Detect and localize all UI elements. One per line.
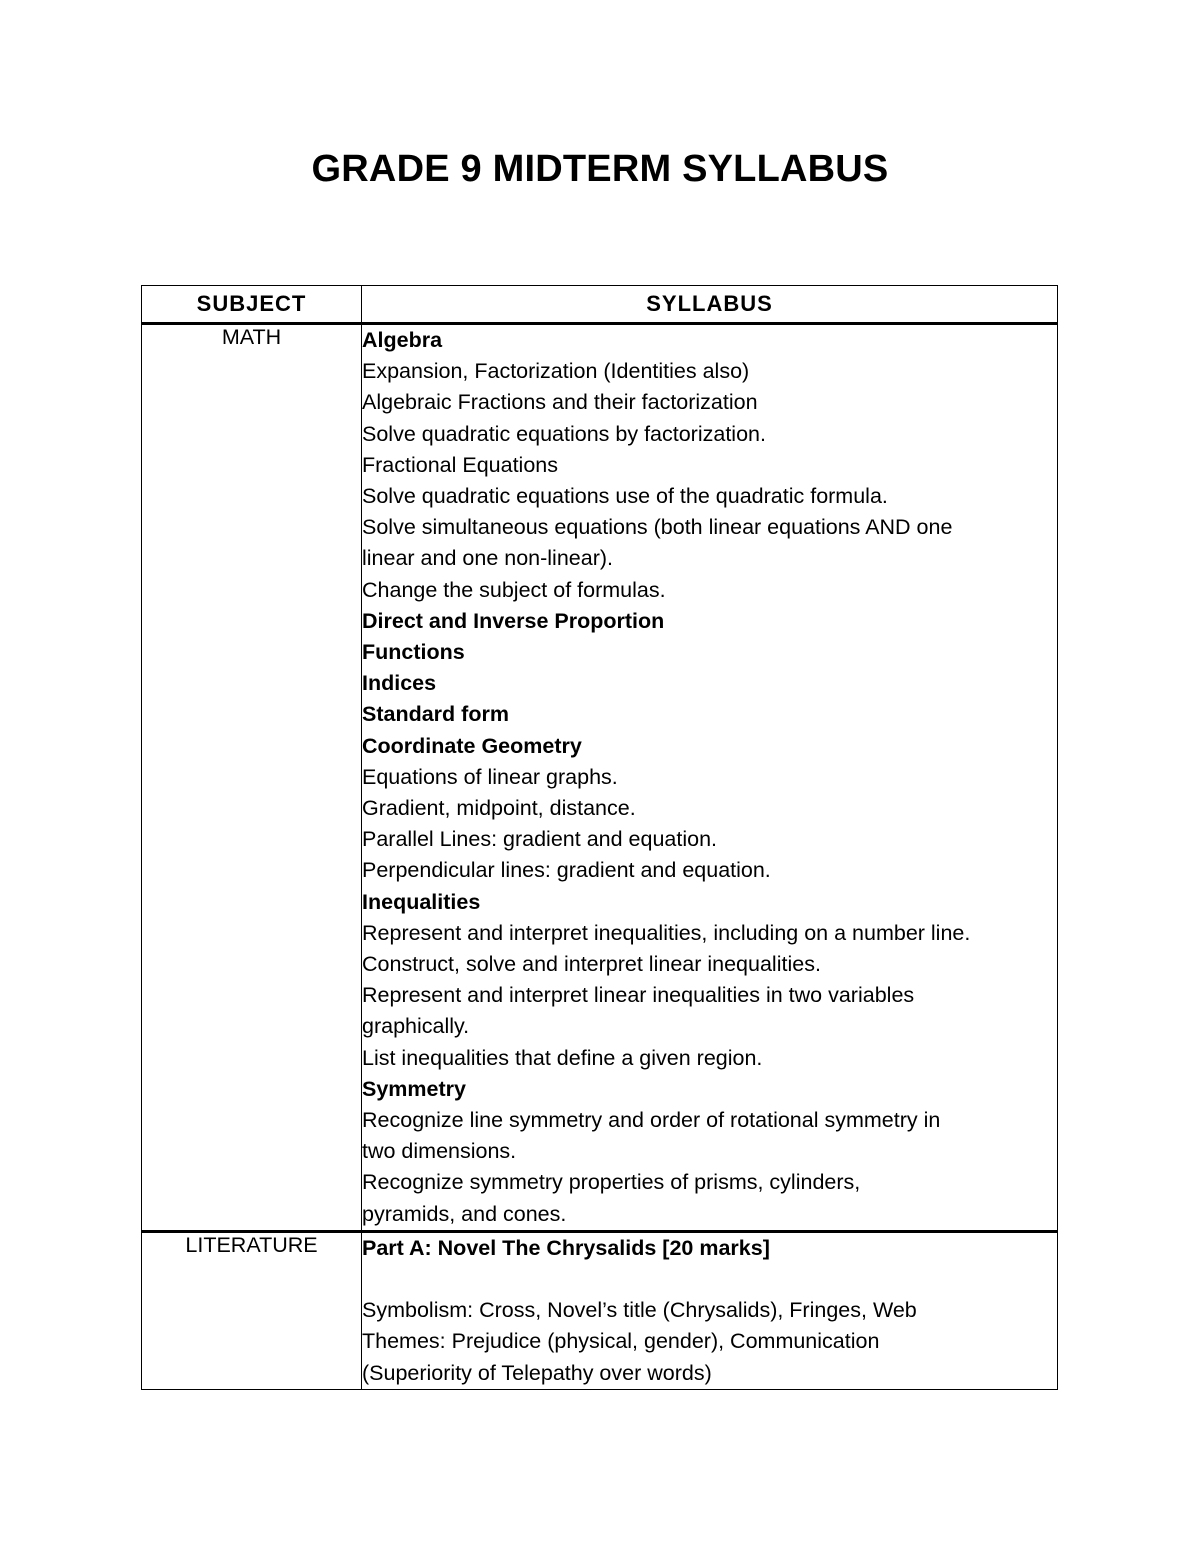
syllabus-line: graphically. [362, 1014, 470, 1039]
syllabus-line: Construct, solve and interpret linear inequalities. [362, 952, 821, 977]
syllabus-line: two dimensions. [362, 1139, 517, 1164]
syllabus-line: Change the subject of formulas. [362, 577, 666, 602]
syllabus-cell-literature [362, 1231, 1058, 1389]
syllabus-line: Parallel Lines: gradient and equation. [362, 827, 718, 852]
blank-line [362, 1264, 1057, 1295]
syllabus-line: Fractional Equations [362, 452, 558, 477]
syllabus-cell-math [362, 324, 1058, 1232]
subject-cell-math: MATH [142, 324, 362, 1232]
syllabus-line: Expansion, Factorization (Identities also) [362, 359, 750, 384]
syllabus-line: pyramids, and cones. [362, 1201, 567, 1226]
page-title: GRADE 9 MIDTERM SYLLABUS [311, 148, 889, 190]
syllabus-line: Algebraic Fractions and their factorization [362, 390, 758, 415]
table-row-literature [142, 1231, 1058, 1389]
syllabus-topic-heading: Part A: Novel The Chrysalids [20 marks] [362, 1235, 770, 1260]
syllabus-line: (Superiority of Telepathy over words) [362, 1360, 712, 1385]
syllabus-topic-heading: Indices [362, 671, 437, 696]
syllabus-line: Recognize line symmetry and order of rotational symmetry in [362, 1108, 941, 1133]
syllabus-topic-heading: Functions [362, 640, 465, 665]
syllabus-line: Solve quadratic equations by factorization. [362, 421, 766, 446]
syllabus-line: Equations of linear graphs. [362, 764, 618, 789]
table-header-row [142, 286, 1058, 324]
syllabus-line: Perpendicular lines: gradient and equation. [362, 858, 771, 883]
table-row-math [142, 324, 1058, 1232]
syllabus-line: linear and one non-linear). [362, 546, 613, 571]
syllabus-line: Solve simultaneous equations (both linear equations AND one [362, 515, 953, 540]
syllabus-topic-heading: Direct and Inverse Proportion [362, 608, 665, 633]
syllabus-topic-heading: Standard form [362, 702, 509, 727]
syllabus-line: Represent and interpret linear inequalities in two variables [362, 983, 915, 1008]
syllabus-line: List inequalities that define a given region. [362, 1045, 763, 1070]
subject-cell-literature: LITERATURE [142, 1231, 362, 1389]
syllabus-column-header: SYLLABUS [362, 286, 1058, 324]
subject-column-header: SUBJECT [142, 286, 362, 324]
syllabus-line: Themes: Prejudice (physical, gender), Communication [362, 1329, 880, 1354]
syllabus-line: Recognize symmetry properties of prisms, cylinders, [362, 1170, 861, 1195]
syllabus-topic-heading: Symmetry [362, 1076, 466, 1101]
syllabus-topic-heading: Algebra [362, 328, 443, 352]
syllabus-topic-heading: Inequalities [362, 889, 481, 914]
syllabus-line: Gradient, midpoint, distance. [362, 796, 636, 821]
syllabus-line: Represent and interpret inequalities, including on a number line. [362, 920, 971, 945]
syllabus-line: Symbolism: Cross, Novel’s title (Chrysalids), Fringes, Web [362, 1298, 917, 1323]
syllabus-table [141, 285, 1058, 1390]
syllabus-topic-heading: Coordinate Geometry [362, 733, 582, 758]
syllabus-line: Solve quadratic equations use of the quadratic formula. [362, 484, 888, 509]
